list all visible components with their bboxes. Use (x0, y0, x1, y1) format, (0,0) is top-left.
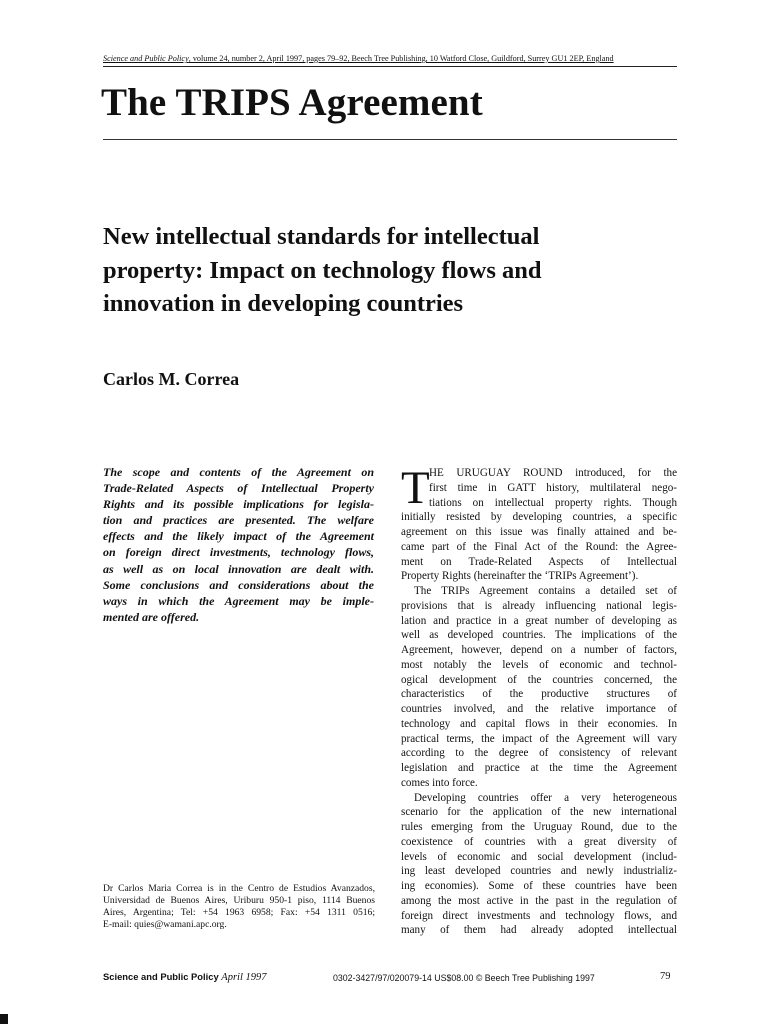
author-affiliation (103, 883, 375, 931)
body-line: practical terms, the impact of the Agreement will vary (401, 732, 677, 745)
body-line: agreement on this issue was finally attained and be- (401, 526, 677, 538)
footer-journal (103, 971, 267, 984)
body-line: characteristics of the productive structures of (401, 688, 677, 701)
article-title-line: New intellectual standards for intellectual (103, 223, 540, 250)
header-rule (103, 66, 677, 67)
body-line: according to the degree of consistency of relevant (401, 747, 677, 760)
running-header-journal: Science and Public Policy (103, 54, 189, 63)
author-name: Carlos M. Correa (103, 369, 240, 389)
body-line: HE URUGUAY ROUND introduced, for the (429, 467, 677, 479)
abstract-line: ways in which the Agreement may be imple- (103, 593, 374, 608)
footer-journal-name: Science and Public Policy (103, 971, 219, 982)
abstract-line: on foreign direct investments, technology flows, (103, 545, 374, 560)
scan-corner-mark (0, 1014, 8, 1024)
body-line: provisions that is already influencing national legis- (401, 599, 677, 612)
body-line: comes into force. (401, 776, 478, 789)
body-line: tiations on intellectual property rights. Though (429, 496, 677, 509)
body-line: Property Rights (hereinafter the ‘TRIPs Agreement’). (401, 570, 639, 583)
abstract-line: The scope and contents of the Agreement on (103, 465, 374, 479)
abstract-line: as well as on local innovation are dealt with. (103, 561, 374, 576)
page-number: 79 (660, 971, 671, 982)
body-line: coexistence of countries with a great diversity of (401, 835, 677, 848)
body-line: rules emerging from the Uruguay Round, due to the (401, 821, 677, 833)
abstract-line: Rights and its possible implications for legisla- (103, 497, 374, 512)
body-line: ing least developed countries and newly industrializ- (401, 865, 677, 878)
body-line: lation and practice in a great number of developing as (401, 614, 677, 627)
affiliation-line: Aires, Argentina; Tel: +54 1963 6958; Fax: +54 1311 0516; (103, 906, 375, 918)
body-line: levels of economic and social development (includ- (401, 850, 677, 863)
body-line: came part of the Final Act of the Round: the Agree- (401, 540, 677, 553)
footer-date: April 1997 (221, 972, 267, 983)
abstract-line: Some conclusions and considerations about the (103, 577, 374, 592)
abstract-line: Trade-Related Aspects of Intellectual Property (103, 481, 374, 496)
body-line: foreign direct investments and technology flows, and (401, 909, 677, 922)
body-line: countries involved, and the relative importance of (401, 703, 677, 715)
abstract-line: tion and practices are presented. The welfare (103, 513, 374, 528)
article-title-line: property: Impact on technology flows and (103, 256, 542, 284)
body-line: The TRIPs Agreement contains a detailed set of (414, 585, 677, 597)
drop-cap: T (401, 462, 430, 514)
abstract-line: mented are offered. (103, 609, 200, 624)
section-title: The TRIPS Agreement (101, 81, 483, 124)
affiliation-line: E-mail: quies@wamani.apc.org. (103, 918, 227, 930)
body-text (401, 462, 677, 938)
affiliation-line: Dr Carlos Maria Correa is in the Centro de Estudios Avanzados, (103, 883, 375, 894)
body-line: legislation and practice at the time the Agreement (401, 762, 677, 774)
body-line: well as developed countries. The implications of the (401, 629, 677, 642)
body-line: among the most active in the past in the regulation of (401, 894, 677, 907)
body-line: many of them had already adopted intellectual (401, 924, 677, 937)
body-line: ing economies). Some of these countries have been (401, 880, 677, 892)
body-line: first time in GATT history, multilateral nego- (429, 481, 677, 494)
abstract (103, 464, 374, 625)
body-line: Developing countries offer a very heterogeneous (414, 791, 677, 804)
body-line: initially resisted by developing countries, a specific (401, 511, 677, 524)
affiliation-line: Universidad de Buenos Aires, Uriburu 950-1 piso, 1114 Buenos (103, 894, 375, 906)
body-line: most notably the levels of economic and technol- (401, 658, 677, 671)
body-line: scenario for the application of the new international (401, 806, 677, 819)
article-title (103, 220, 663, 321)
abstract-line: effects and the likely impact of the Agreement (103, 529, 374, 544)
footer-issn: 0302-3427/97/020079-14 US$08.00 © Beech Tree Publishing 1997 (333, 973, 595, 983)
body-line: ogical development of the countries concerned, the (401, 673, 677, 686)
body-line: ment on Trade-Related Aspects of Intellectual (401, 555, 677, 568)
body-line: Agreement, however, depend on a number of factors, (401, 644, 677, 656)
running-header-citation: , volume 24, number 2, April 1997, pages 79–92, Beech Tree Publishing, 10 Watford Close, Guildford, Surrey GU1 2EP, England (188, 54, 614, 63)
article-title-line: innovation in developing countries (103, 290, 464, 317)
title-rule (103, 139, 677, 140)
running-header (103, 54, 676, 64)
body-line: technology and capital flows in their economies. In (401, 717, 677, 730)
